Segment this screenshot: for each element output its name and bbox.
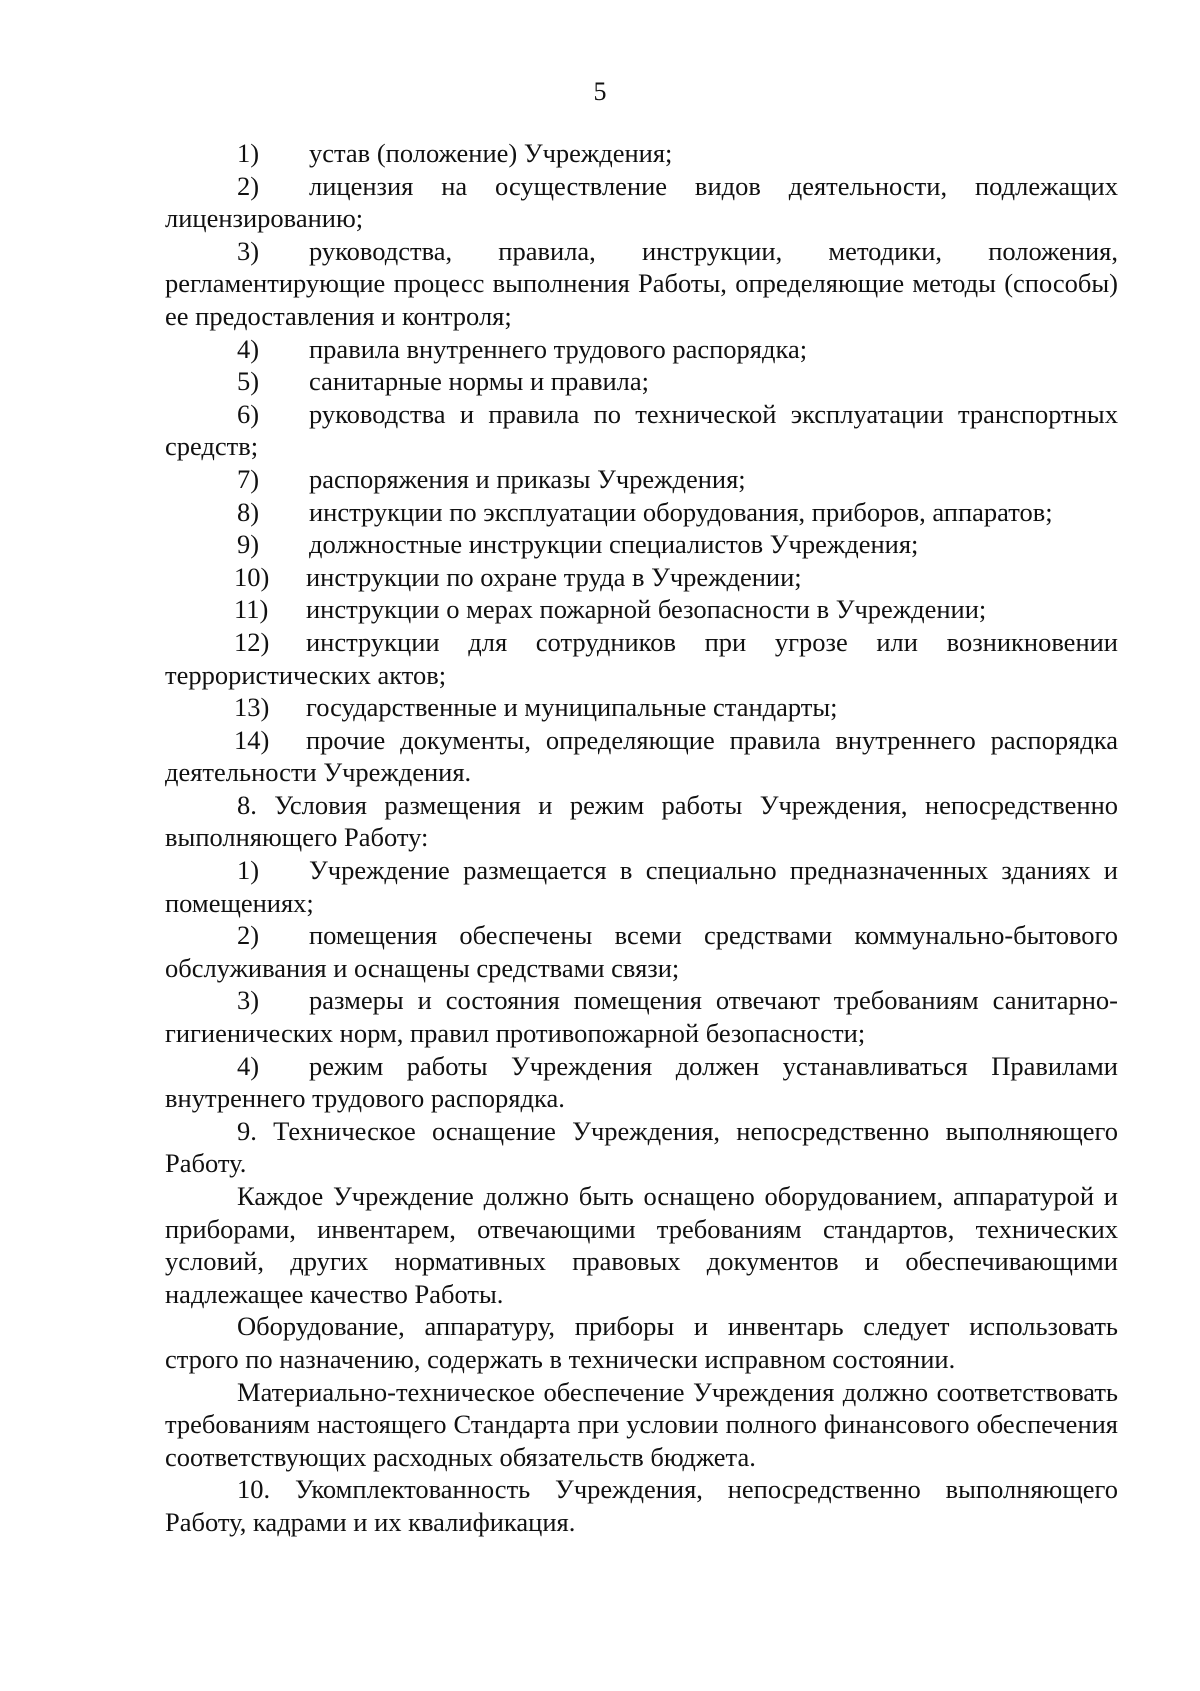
list-item-text: размеры и состояния помещения отвечают требованиям санитарно-гигиенических норм, правил противопожарной безопасности; bbox=[165, 985, 1118, 1049]
list-item-number: 8) bbox=[237, 496, 260, 527]
list-item bbox=[165, 398, 1118, 463]
list-item-number: 1) bbox=[237, 855, 260, 886]
list-item-number: 5) bbox=[237, 366, 260, 397]
list-item-text: Учреждение размещается в специально предназначенных зданиях и помещениях; bbox=[165, 855, 1118, 918]
list-item-number: 7) bbox=[237, 463, 260, 494]
conditions-list bbox=[165, 854, 1118, 1115]
section-8-heading: 8. Условия размещения и режим работы Учреждения, непосредственно выполняющего Работу: bbox=[165, 789, 1118, 853]
section-9-heading: 9. Техническое оснащение Учреждения, непосредственно выполняющего Работу. bbox=[165, 1115, 1118, 1179]
list-item bbox=[165, 919, 1118, 984]
list-item-number: 12) bbox=[234, 626, 270, 657]
list-item bbox=[165, 724, 1118, 789]
list-item bbox=[165, 170, 1118, 235]
list-item bbox=[165, 854, 1118, 919]
list-item bbox=[165, 496, 1118, 529]
documents-list bbox=[165, 137, 1118, 789]
list-item-number: 4) bbox=[237, 333, 260, 364]
list-item-text: помещения обеспечены всеми средствами коммунально-бытового обслуживания и оснащены средствами связи; bbox=[165, 920, 1118, 983]
list-item-number: 11) bbox=[234, 594, 269, 625]
paragraph: Материально-техническое обеспечение Учреждения должно соответствовать требованиям настоящего Стандарта при условии полного финансового обеспечения соответствующих расходных обязательств бюджета. bbox=[165, 1376, 1118, 1472]
paragraph: Каждое Учреждение должно быть оснащено оборудованием, аппаратурой и приборами, инвентарем, отвечающими требованиям стандартов, технических условий, других нормативных правовых документов и обеспечивающими надлежащее качество Работы. bbox=[165, 1181, 1118, 1309]
list-item bbox=[165, 137, 1118, 170]
list-item-number: 3) bbox=[237, 235, 260, 266]
list-item bbox=[165, 593, 1118, 626]
list-item bbox=[165, 333, 1118, 366]
section-10-heading: 10. Укомплектованность Учреждения, непосредственно выполняющего Работу, кадрами и их квалификация. bbox=[165, 1474, 1118, 1537]
list-item-text: режим работы Учреждения должен устанавливаться Правилами внутреннего трудового распорядка. bbox=[165, 1050, 1118, 1114]
list-item bbox=[165, 984, 1118, 1049]
list-item-number: 13) bbox=[234, 692, 270, 723]
list-item-text: распоряжения и приказы Учреждения; bbox=[309, 463, 746, 494]
list-item-number: 6) bbox=[237, 398, 260, 429]
list-item-text: руководства и правила по технической эксплуатации транспортных средств; bbox=[165, 398, 1118, 462]
list-item-number: 10) bbox=[234, 561, 270, 592]
document-body bbox=[165, 137, 1118, 1539]
list-item-text: устав (положение) Учреждения; bbox=[309, 138, 673, 168]
list-item bbox=[165, 691, 1118, 724]
list-item-number: 14) bbox=[234, 724, 270, 755]
list-item-text: инструкции для сотрудников при угрозе или возникновении террористических актов; bbox=[165, 626, 1118, 690]
list-item-text: инструкции по эксплуатации оборудования, приборов, аппаратов; bbox=[309, 496, 1053, 527]
list-item-text: должностные инструкции специалистов Учреждения; bbox=[309, 529, 919, 560]
list-item bbox=[165, 561, 1118, 594]
list-item-text: инструкции по охране труда в Учреждении; bbox=[306, 561, 802, 592]
list-item-text: инструкции о мерах пожарной безопасности в Учреждении; bbox=[306, 594, 987, 625]
list-item-text: прочие документы, определяющие правила внутреннего распорядка деятельности Учреждения. bbox=[165, 724, 1118, 788]
list-item bbox=[165, 626, 1118, 691]
list-item-text: государственные и муниципальные стандарты; bbox=[306, 692, 838, 723]
list-item bbox=[165, 528, 1118, 561]
page-number: 5 bbox=[593, 77, 607, 106]
list-item-number: 4) bbox=[237, 1050, 260, 1081]
list-item bbox=[165, 463, 1118, 496]
list-item-number: 2) bbox=[237, 920, 260, 951]
list-item bbox=[165, 235, 1118, 333]
list-item-text: правила внутреннего трудового распорядка; bbox=[309, 333, 808, 364]
list-item-number: 9) bbox=[237, 529, 260, 560]
list-item-number: 1) bbox=[237, 138, 260, 168]
list-item bbox=[165, 1050, 1118, 1115]
list-item bbox=[165, 365, 1118, 398]
paragraph: Оборудование, аппаратуру, приборы и инвентарь следует использовать строго по назначению, содержать в технически исправном состоянии. bbox=[165, 1311, 1118, 1374]
list-item-number: 2) bbox=[237, 170, 260, 201]
list-item-text: руководства, правила, инструкции, методики, положения, регламентирующие процесс выполнения Работы, определяющие методы (способы) ее предоставления и контроля; bbox=[165, 235, 1118, 331]
list-item-number: 3) bbox=[237, 985, 260, 1016]
list-item-text: санитарные нормы и правила; bbox=[309, 366, 650, 397]
list-item-text: лицензия на осуществление видов деятельности, подлежащих лицензированию; bbox=[165, 170, 1118, 234]
